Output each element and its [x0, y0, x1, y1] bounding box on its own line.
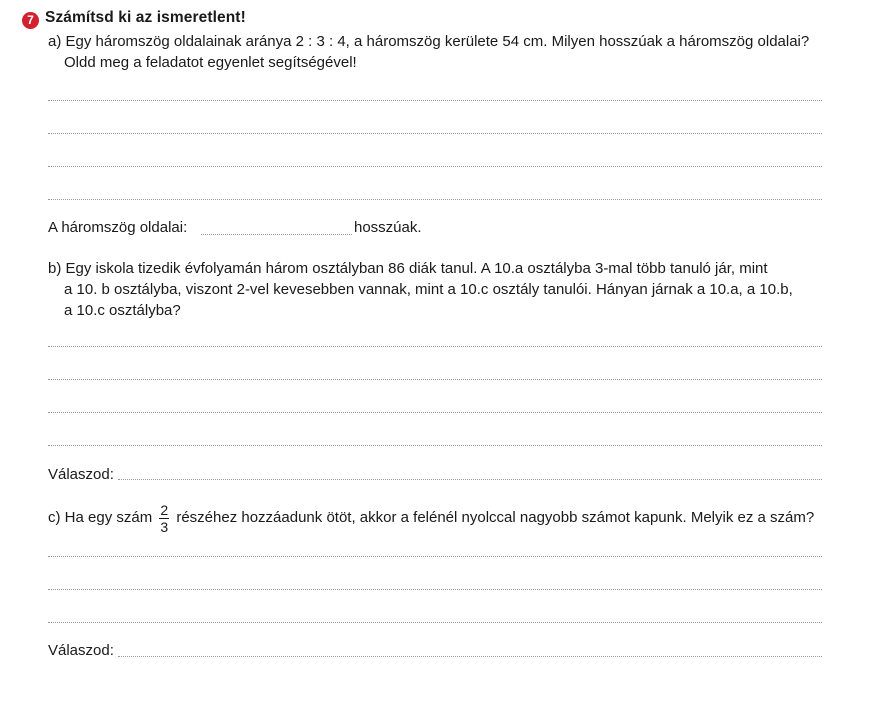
- part-a-answer-blank[interactable]: [201, 234, 352, 235]
- writing-line[interactable]: [48, 166, 822, 167]
- part-c-text-before: c) Ha egy szám: [48, 509, 153, 526]
- fraction-numerator: 2: [160, 501, 169, 518]
- writing-line[interactable]: [48, 556, 822, 557]
- part-c-answer-label: Válaszod:: [48, 642, 114, 659]
- writing-line[interactable]: [48, 622, 822, 623]
- writing-line[interactable]: [48, 589, 822, 590]
- writing-line[interactable]: [48, 412, 822, 413]
- part-a-question-line1: a) Egy háromszög oldalainak aránya 2 : 3 : 4, a háromszög kerülete 54 cm. Milyen hosszúak a háromszög oldalai?: [48, 33, 810, 50]
- writing-line[interactable]: [48, 133, 822, 134]
- writing-line[interactable]: [48, 346, 822, 347]
- fraction-denominator: 3: [160, 518, 169, 535]
- writing-line[interactable]: [48, 100, 822, 101]
- part-b-answer-blank[interactable]: [118, 479, 822, 480]
- part-c-question: [48, 500, 814, 536]
- part-c-answer-blank[interactable]: [118, 656, 822, 657]
- part-a-question-line2: Oldd meg a feladatot egyenlet segítségével!: [64, 54, 357, 71]
- writing-line[interactable]: [48, 379, 822, 380]
- part-b-question-line2: a 10. b osztályba, viszont 2-vel kevesebben vannak, mint a 10.c osztály tanulói. Hányan járnak a 10.a, a 10.b,: [64, 281, 793, 298]
- writing-line[interactable]: [48, 445, 822, 446]
- writing-line[interactable]: [48, 199, 822, 200]
- part-c-text-after: részéhez hozzáadunk ötöt, akkor a felénél nyolccal nagyobb számot kapunk. Melyik ez a szám?: [176, 509, 815, 526]
- part-a-answer-prefix: A háromszög oldalai:: [48, 219, 188, 236]
- task-number-badge: 7: [22, 12, 39, 29]
- part-b-question-line1: b) Egy iskola tizedik évfolyamán három osztályban 86 diák tanul. A 10.a osztályba 3-mal több tanuló jár, mint: [48, 260, 768, 277]
- part-b-question-line3: a 10.c osztályba?: [64, 302, 181, 319]
- part-b-answer-label: Válaszod:: [48, 466, 114, 483]
- task-title: Számítsd ki az ismeretlent!: [45, 9, 246, 26]
- fraction-two-thirds: [159, 502, 169, 535]
- part-a-answer-suffix: hosszúak.: [354, 219, 422, 236]
